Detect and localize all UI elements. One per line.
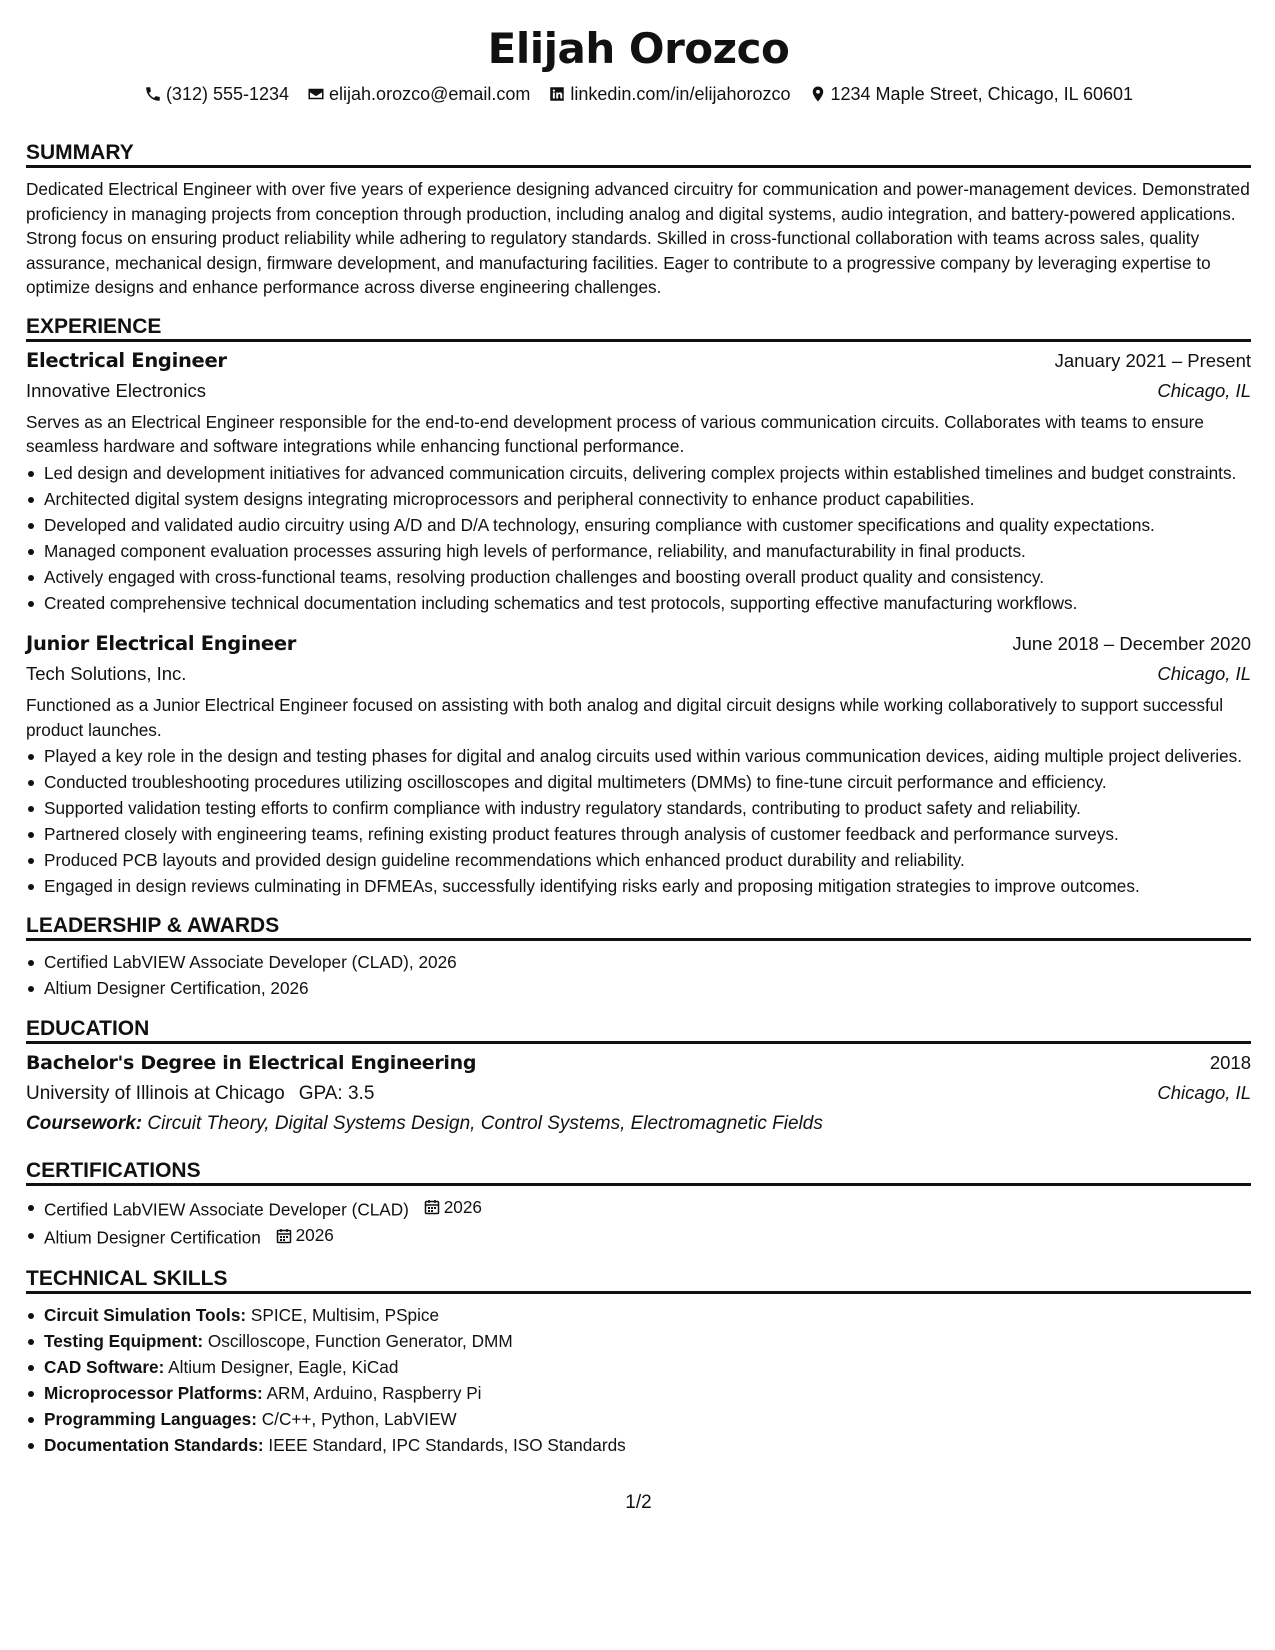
summary-section	[26, 140, 1251, 300]
certification-date	[424, 1195, 482, 1220]
certifications-heading: CERTIFICATIONS	[26, 1158, 1251, 1186]
school-line	[26, 1079, 374, 1109]
calendar-icon	[424, 1199, 440, 1215]
job-bullet: Actively engaged with cross-functional teams, resolving production challenges and boosting overall product quality and consistency.	[26, 565, 1251, 590]
skill-label: Documentation Standards:	[44, 1435, 264, 1455]
job-dates: January 2021 – Present	[1054, 349, 1251, 371]
certification-item	[26, 1223, 1251, 1250]
skill-item	[26, 1329, 1251, 1354]
education-section	[26, 1016, 1251, 1138]
job-title: Electrical Engineer	[26, 348, 227, 372]
coursework-list: Circuit Theory, Digital Systems Design, Control Systems, Electromagnetic Fields	[147, 1113, 823, 1134]
job-bullet: Led design and development initiatives for advanced communication circuits, delivering complex projects within established timelines and budget constraints.	[26, 461, 1251, 486]
job-entry	[26, 629, 1251, 899]
summary-text: Dedicated Electrical Engineer with over five years of experience designing advanced circuitry for communication and power-management devices. Demonstrated proficiency in managing projects from conception through production, including analog and digital systems, audio integration, and battery-powered applications. Strong focus on ensuring product reliability while adhering to regulatory standards. Skilled in cross-functional collaboration with teams across sales, quality assurance, mechanical design, firmware development, and manufacturing facilities. Eager to contribute to a progressive company by leveraging expertise to optimize designs and enhance performance across diverse engineering challenges.	[26, 179, 1250, 297]
skill-label: Microprocessor Platforms:	[44, 1383, 263, 1403]
resume-page	[26, 0, 1251, 1650]
job-title: Junior Electrical Engineer	[26, 632, 297, 655]
job-bullet: Partnered closely with engineering teams, refining existing product features through analysis of customer feedback and performance surveys.	[26, 822, 1251, 847]
contact-linkedin[interactable]	[548, 80, 790, 108]
contact-bar	[26, 80, 1251, 108]
skill-value: IEEE Standard, IPC Standards, ISO Standards	[268, 1435, 626, 1455]
job-company: Innovative Electronics	[26, 379, 206, 401]
certification-year: 2026	[295, 1225, 334, 1246]
summary-heading: SUMMARY	[26, 140, 1251, 168]
contact-email[interactable]	[307, 80, 530, 108]
experience-section	[26, 314, 1251, 899]
degree-title: Bachelor's Degree in Electrical Engineering	[26, 1052, 477, 1074]
skill-value: C/C++, Python, LabVIEW	[261, 1409, 457, 1429]
job-entry	[26, 346, 1251, 616]
skills-section	[26, 1266, 1251, 1458]
job-bullet: Conducted troubleshooting procedures utilizing oscilloscopes and digital multimeters (DMMs) to fine-tune circuit performance and efficiency.	[26, 770, 1251, 795]
skill-value: ARM, Arduino, Raspberry Pi	[266, 1383, 482, 1403]
job-location: Chicago, IL	[1157, 379, 1251, 401]
job-company: Tech Solutions, Inc.	[26, 663, 187, 684]
address-text: 1234 Maple Street, Chicago, IL 60601	[830, 84, 1134, 104]
coursework-label: Coursework:	[26, 1113, 143, 1134]
job-summary: Functioned as a Junior Electrical Engineer focused on assisting with both analog and digital circuit designs while working collaboratively to support successful product launches.	[26, 695, 1224, 740]
envelope-icon	[307, 85, 325, 103]
skills-list	[26, 1303, 1251, 1458]
skill-item	[26, 1381, 1251, 1406]
certifications-list	[26, 1195, 1251, 1250]
job-bullet: Managed component evaluation processes assuring high levels of performance, reliability, and manufacturability in final products.	[26, 539, 1251, 564]
job-bullet: Developed and validated audio circuitry using A/D and D/A technology, ensuring compliance with customer specifications and quality expectations.	[26, 513, 1251, 538]
skill-value: SPICE, Multisim, PSpice	[250, 1305, 440, 1325]
job-bullet: Architected digital system designs integrating microprocessors and peripheral connectivity to enhance product capabilities.	[26, 487, 1251, 512]
job-summary: Serves as an Electrical Engineer responsible for the end-to-end development process of various communication circuits. Collaborates with teams to ensure seamless hardware and software integrations while enhancing functional performance.	[26, 411, 1204, 456]
job-bullet: Supported validation testing efforts to confirm compliance with industry regulatory standards, contributing to product safety and reliability.	[26, 796, 1251, 821]
skill-label: Circuit Simulation Tools:	[44, 1305, 247, 1325]
job-dates: June 2018 – December 2020	[1012, 633, 1251, 654]
school-name: University of Illinois at Chicago	[26, 1083, 285, 1104]
leadership-item: Altium Designer Certification, 2026	[26, 976, 1251, 1001]
skill-label: Testing Equipment:	[44, 1331, 204, 1351]
leadership-list	[26, 950, 1251, 1001]
certification-item	[26, 1195, 1251, 1222]
experience-heading: EXPERIENCE	[26, 314, 1251, 342]
skill-value: Oscilloscope, Function Generator, DMM	[207, 1331, 513, 1351]
job-bullet: Engaged in design reviews culminating in DFMEAs, successfully identifying risks early and proposing mitigation strategies to improve outcomes.	[26, 874, 1251, 899]
certification-name: Altium Designer Certification	[44, 1227, 261, 1248]
contact-address	[809, 80, 1134, 108]
leadership-item: Certified LabVIEW Associate Developer (CLAD), 2026	[26, 950, 1251, 975]
certification-name: Certified LabVIEW Associate Developer (CLAD)	[44, 1199, 409, 1220]
page-number: 1/2	[625, 1492, 652, 1513]
job-bullet: Created comprehensive technical documentation including schematics and test protocols, supporting effective manufacturing workflows.	[26, 591, 1251, 616]
certifications-section	[26, 1158, 1251, 1250]
leadership-heading: LEADERSHIP & AWARDS	[26, 913, 1251, 941]
certification-year: 2026	[443, 1197, 482, 1217]
phone-text: (312) 555-1234	[165, 84, 290, 104]
candidate-name: Elijah Orozco	[487, 24, 790, 73]
calendar-icon	[276, 1228, 292, 1244]
skills-heading: TECHNICAL SKILLS	[26, 1266, 1251, 1294]
leadership-section	[26, 913, 1251, 1001]
job-bullets	[26, 744, 1251, 899]
school-location: Chicago, IL	[1157, 1082, 1251, 1103]
job-bullets	[26, 461, 1251, 616]
skill-item	[26, 1433, 1251, 1458]
skill-item	[26, 1303, 1251, 1328]
coursework-line	[26, 1109, 1251, 1138]
graduation-year: 2018	[1209, 1052, 1251, 1073]
skill-item	[26, 1355, 1251, 1380]
job-bullet: Played a key role in the design and testing phases for digital and analog circuits used within various communication devices, aiding multiple project deliveries.	[26, 744, 1251, 769]
certification-date	[276, 1223, 334, 1248]
map-pin-icon	[809, 85, 827, 103]
contact-phone[interactable]	[144, 80, 289, 108]
skill-label: CAD Software:	[44, 1357, 165, 1377]
job-location: Chicago, IL	[1157, 663, 1251, 684]
email-text: elijah.orozco@email.com	[329, 84, 531, 104]
job-bullet: Produced PCB layouts and provided design guideline recommendations which enhanced product durability and reliability.	[26, 848, 1251, 873]
skill-label: Programming Languages:	[44, 1409, 257, 1429]
phone-icon	[144, 85, 162, 103]
gpa: GPA: 3.5	[298, 1083, 375, 1104]
linkedin-text: linkedin.com/in/elijahorozco	[570, 84, 791, 104]
skill-value: Altium Designer, Eagle, KiCad	[168, 1357, 399, 1377]
linkedin-icon	[548, 85, 566, 103]
skill-item	[26, 1407, 1251, 1432]
education-heading: EDUCATION	[26, 1016, 1251, 1044]
